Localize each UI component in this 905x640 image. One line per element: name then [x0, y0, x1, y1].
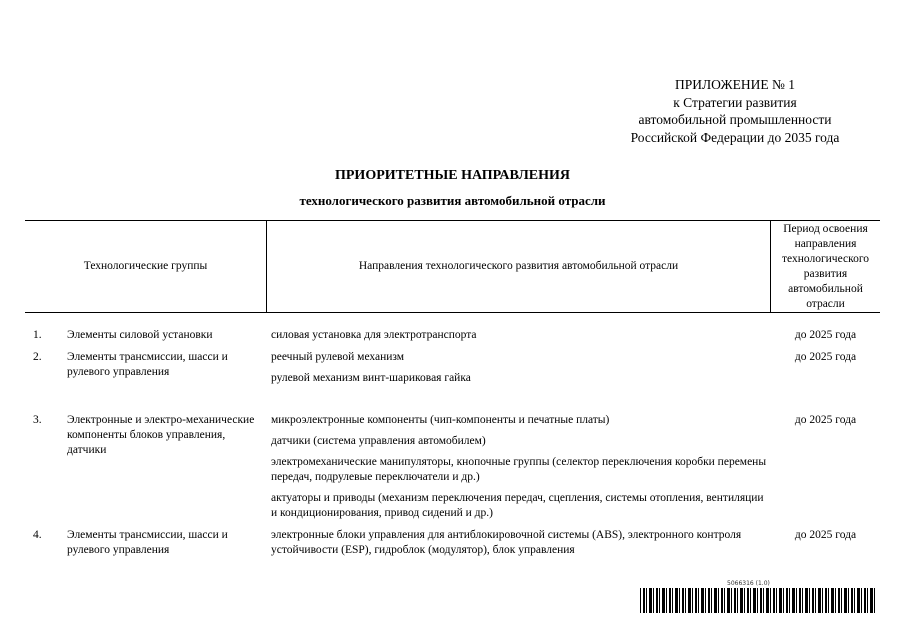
direction-item: микроэлектронные компоненты (чип-компоненты и печатные платы) — [271, 414, 610, 426]
appendix-number: ПРИЛОЖЕНИЕ № 1 — [674, 77, 796, 92]
direction-item: реечный рулевой механизм — [271, 351, 405, 363]
appendix-ref-line: автомобильной промышленности — [638, 112, 832, 127]
barcode-label: 5066316 (1.0) — [727, 580, 770, 587]
row-period: до 2025 года — [794, 414, 857, 426]
header-groups: Технологические группы — [25, 221, 267, 312]
row-number: 1. — [33, 329, 42, 341]
direction-item: актуаторы и приводы (механизм переключения передач, сцепления, системы отопления, вентиляции и кондиционирования, привод сидений и др.) — [271, 492, 764, 519]
priority-table — [25, 220, 880, 556]
row-period: до 2025 года — [794, 529, 857, 541]
direction-item: электронные блоки управления для антиблокировочной системы (ABS), электронного контроля устойчивости (ESP), гидроблок (модулятор), блок управления — [271, 529, 742, 556]
row-period: до 2025 года — [794, 329, 857, 341]
document-subtitle: технологического развития автомобильной отрасли — [299, 193, 606, 208]
row-group: Элементы силовой установки — [67, 329, 213, 341]
row-directions — [271, 413, 771, 527]
header-directions: Направления технологического развития автомобильной отрасли — [267, 221, 771, 312]
row-number: 3. — [33, 414, 42, 426]
row-directions — [271, 350, 771, 392]
row-number: 2. — [33, 351, 42, 363]
row-group: Электронные и электро-механические компоненты блоков управления, датчики — [67, 414, 255, 456]
direction-item: датчики (система управления автомобилем) — [271, 435, 486, 447]
row-group: Элементы трансмиссии, шасси и рулевого управления — [67, 529, 228, 556]
row-group: Элементы трансмиссии, шасси и рулевого управления — [67, 351, 228, 378]
document-title: ПРИОРИТЕТНЫЕ НАПРАВЛЕНИЯ — [334, 168, 571, 183]
direction-item: рулевой механизм винт-шариковая гайка — [271, 372, 471, 384]
appendix-ref-line: Российской Федерации до 2035 года — [630, 129, 840, 145]
row-directions — [271, 528, 771, 564]
header-period: Период освоения направления технологического развития автомобильной отрасли — [781, 222, 870, 310]
appendix-ref-line: к Стратегии развития — [673, 94, 797, 110]
direction-item: электромеханические манипуляторы, кнопочные группы (селектор переключения коробки перемены передач, подрулевые переключатели и др.) — [271, 456, 767, 483]
table-header — [25, 220, 880, 313]
row-directions — [271, 328, 771, 349]
appendix-header — [600, 76, 870, 146]
row-number: 4. — [33, 529, 42, 541]
row-period: до 2025 года — [794, 351, 857, 363]
direction-item: силовая установка для электротранспорта — [271, 329, 477, 341]
barcode-image — [640, 588, 875, 613]
